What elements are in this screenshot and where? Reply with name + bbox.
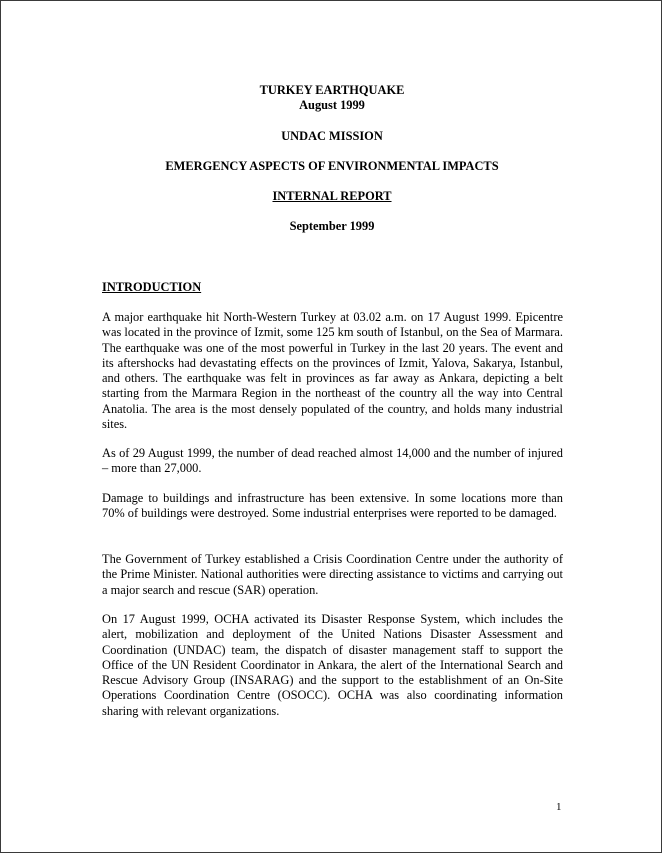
report-type (1, 189, 663, 204)
document-date: August 1999 (299, 98, 365, 112)
mission-title: UNDAC MISSION (281, 129, 383, 143)
document-title: TURKEY EARTHQUAKE (259, 83, 405, 97)
page-number: 1 (556, 801, 562, 813)
paragraph-1: A major earthquake hit North-Western Turkey at 03.02 a.m. on 17 August 1999. Epicentre was located in the province of Izmit, some 125 km south of Istanbul, on the Sea of Marmara. The earthquake was one of the most powerful in Turkey in the last 20 years. The event and its aftershocks had devastating effects on the provinces of Izmit, Yalova, Sakarya, Istanbul, and others. The earthquake was felt in provinces as far away as Ankara, depicting a belt starting from the Marmara Region in the northeast of the country all the way into Central Anatolia. The area is the most densely populated of the country, and holds many industrial sites. (102, 310, 563, 432)
paragraph-4: The Government of Turkey established a Crisis Coordination Centre under the authority of the Prime Minister. National authorities were directing assistance to victims and carrying out a major search and rescue (SAR) operation. (102, 552, 563, 597)
report-date: September 1999 (289, 219, 375, 233)
section-heading-introduction: INTRODUCTION (102, 280, 202, 294)
report-subject: EMERGENCY ASPECTS OF ENVIRONMENTAL IMPACTS (165, 159, 499, 173)
paragraph-3: Damage to buildings and infrastructure has been extensive. In some locations more than 70% of buildings were destroyed. Some industrial enterprises were reported to be damaged. (102, 491, 563, 521)
paragraph-2: As of 29 August 1999, the number of dead reached almost 14,000 and the number of injured – more than 27,000. (102, 446, 563, 476)
paragraph-5: On 17 August 1999, OCHA activated its Disaster Response System, which includes the alert, mobilization and deployment of the United Nations Disaster Assessment and Coordination (UNDAC) team, the dispatch of disaster management staff to support the Office of the UN Resident Coordinator in Ankara, the alert of the International Search and Rescue Advisory Group (INSARAG) and the support to the establishment of an On-Site Operations Coordination Centre (OSOCC). OCHA was also coordinating information sharing with relevant organizations. (102, 612, 563, 718)
report-type-label: INTERNAL REPORT (272, 189, 392, 203)
